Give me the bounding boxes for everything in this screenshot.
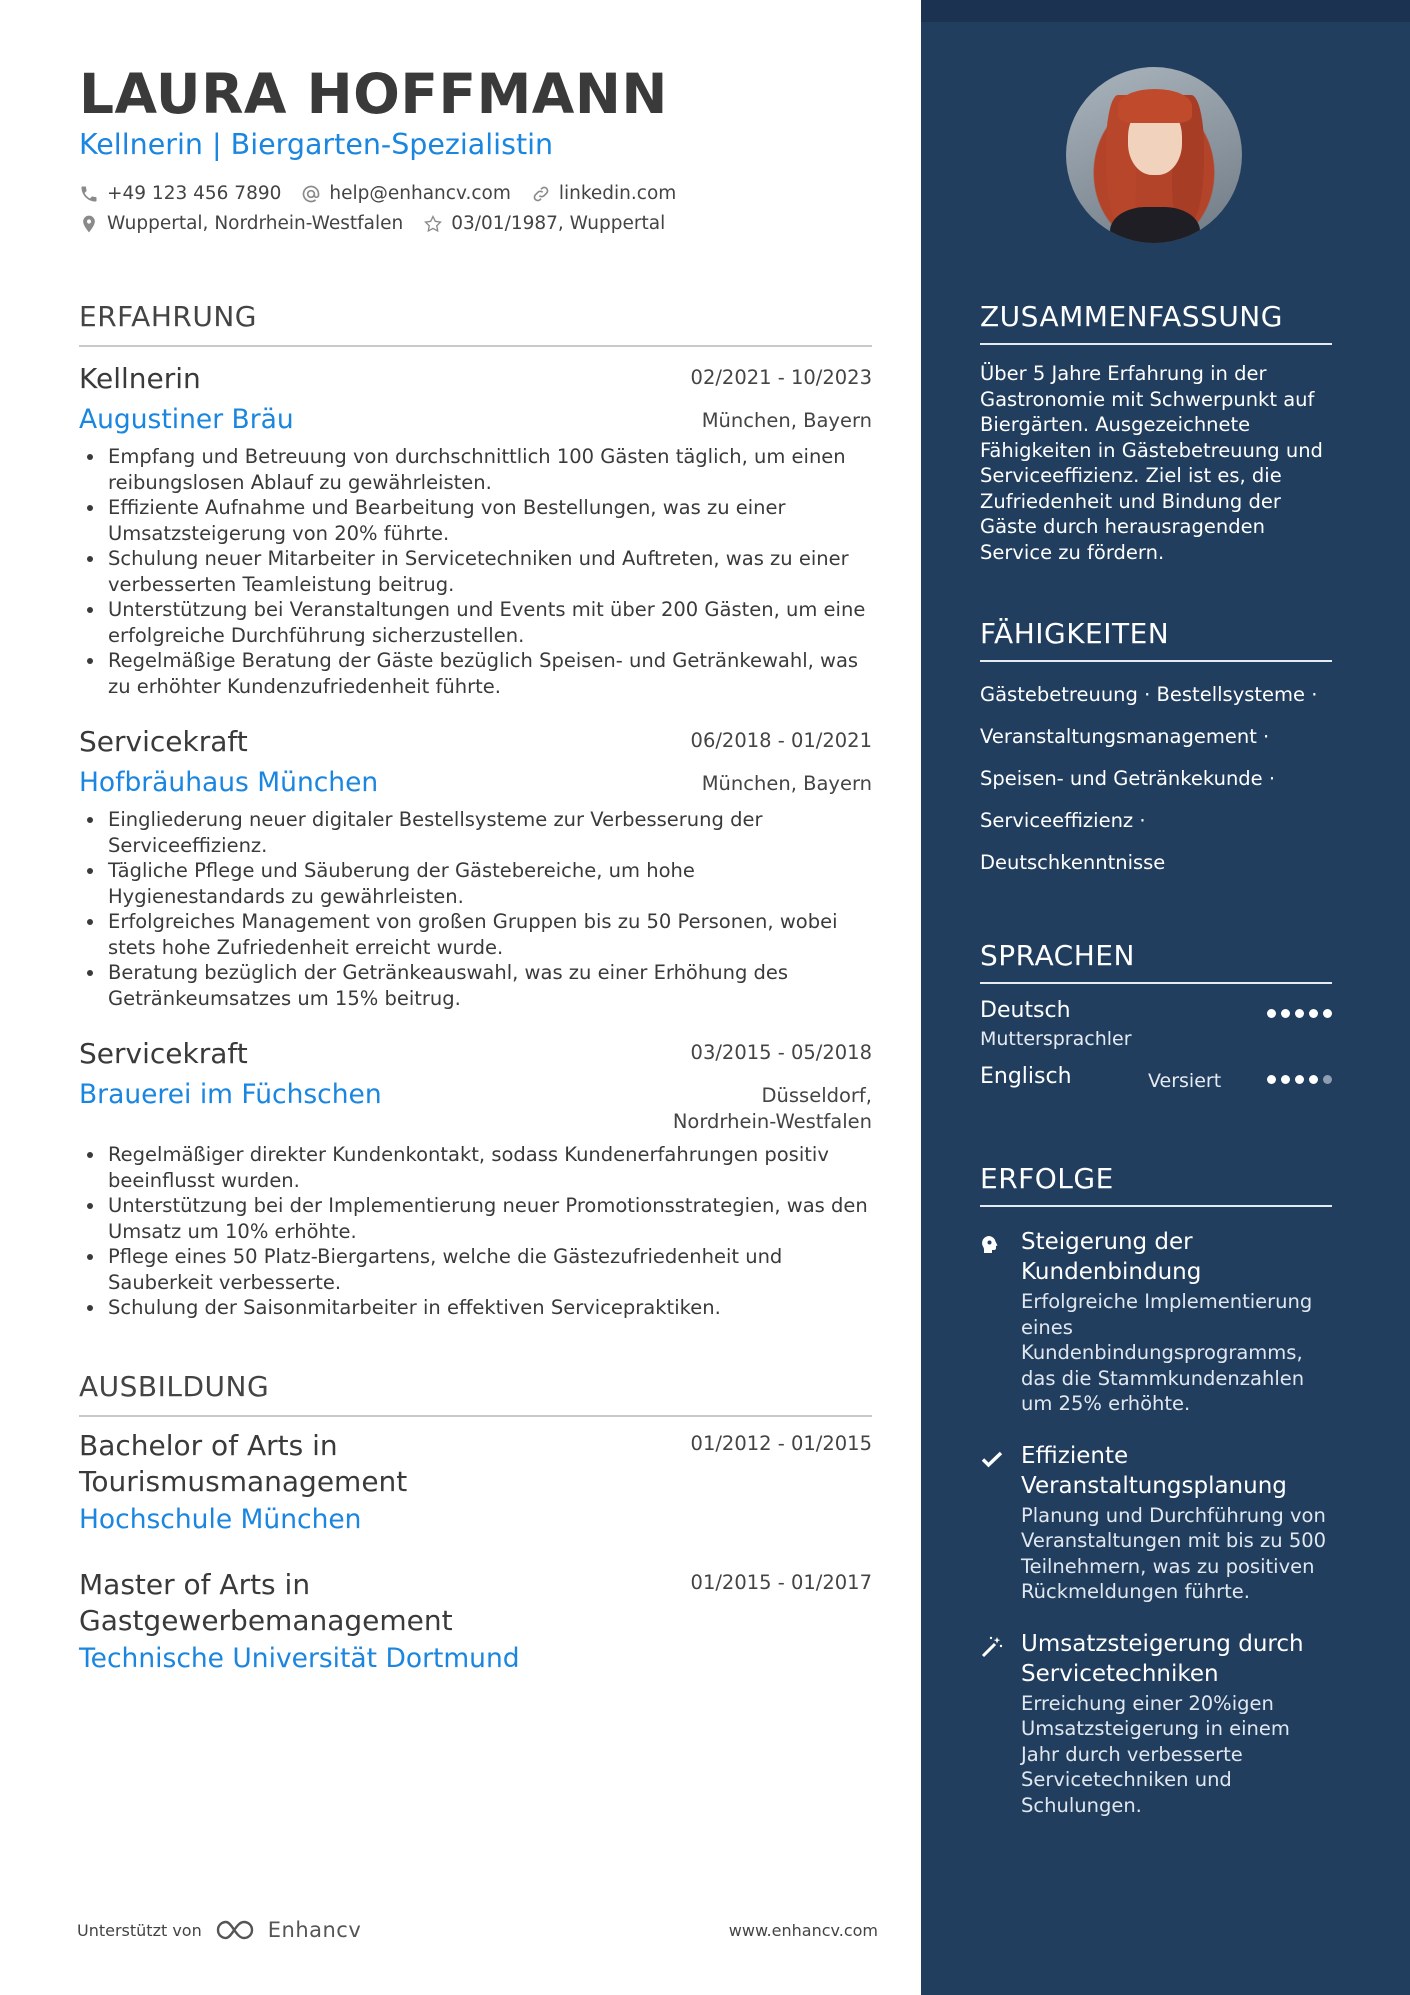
email-text: help@enhancv.com (329, 183, 511, 204)
contact-phone (79, 183, 281, 204)
education-dates: 01/2012 - 01/2015 (690, 1432, 872, 1455)
degree-line: Gastgewerbemanagement (79, 1604, 453, 1637)
rating-dot (1309, 1009, 1318, 1018)
job-location (673, 1083, 872, 1134)
language-row (980, 1064, 1332, 1130)
summary-title: ZUSAMMENFASSUNG (980, 300, 1332, 345)
summary-section (980, 300, 1332, 565)
job-title: Kellnerin (79, 362, 201, 395)
skill-line: Gästebetreuung · Bestellsysteme · (980, 683, 1318, 706)
bullet-item: Tägliche Pflege und Säuberung der Gästebereiche, um hohe Hygienestandards zu gewährleisten. (79, 858, 872, 909)
language-rating (1267, 1009, 1332, 1018)
education-section-title: AUSBILDUNG (79, 1370, 872, 1417)
skills-section (980, 617, 1332, 884)
footer-branding (77, 1918, 361, 1942)
job-dates: 02/2021 - 10/2023 (690, 366, 872, 389)
contact-birth (423, 213, 665, 234)
job-title: Servicekraft (79, 1037, 248, 1070)
degree-line: Tourismusmanagement (79, 1465, 408, 1498)
sidebar (921, 0, 1410, 1995)
bullet-item: Effiziente Aufnahme und Bearbeitung von Bestellungen, was zu einer Umsatzsteigerung von 20% führte. (79, 495, 872, 546)
job-dates: 03/2015 - 05/2018 (690, 1041, 872, 1064)
skill-line: Deutschkenntnisse (980, 851, 1166, 874)
rating-dot (1281, 1075, 1290, 1084)
job-bullets (79, 444, 872, 699)
bullet-item: Schulung neuer Mitarbeiter in Servicetechniken und Auftreten, was zu einer verbesserten Teamleistung beitrug. (79, 546, 872, 597)
job-entry (79, 362, 872, 699)
enhancv-logo-icon (214, 1918, 260, 1942)
bullet-item: Regelmäßiger direkter Kundenkontakt, sodass Kundenerfahrungen positiv beeinflusst wurden. (79, 1142, 872, 1193)
bullet-item: Empfang und Betreuung von durchschnittlich 100 Gästen täglich, um einen reibungslosen Ablauf zu gewährleisten. (79, 444, 872, 495)
enhancv-logo[interactable] (214, 1918, 362, 1942)
skill-line: Veranstaltungsmanagement · (980, 725, 1270, 748)
school-name: Hochschule München (79, 1504, 362, 1535)
achievement-item (980, 1227, 1332, 1417)
achievements-title: ERFOLGE (980, 1162, 1332, 1207)
phone-icon (79, 184, 99, 204)
bullet-item: Erfolgreiches Management von großen Gruppen bis zu 50 Personen, wobei stets hohe Zufriedenheit erreicht wurde. (79, 909, 872, 960)
language-rating (1267, 1075, 1332, 1084)
achievements-section (980, 1162, 1332, 1818)
contact-row-2 (79, 213, 685, 234)
job-title: Servicekraft (79, 725, 248, 758)
candidate-name: LAURA HOFFMANN (79, 62, 668, 126)
bullet-item: Beratung bezüglich der Getränkeauswahl, was zu einer Erhöhung des Getränkeumsatzes um 15% beitrug. (79, 960, 872, 1011)
candidate-subtitle: Kellnerin | Biergarten-Spezialistin (79, 128, 554, 161)
job-entry (79, 725, 872, 1011)
language-name: Deutsch (980, 998, 1071, 1023)
contact-location (79, 213, 403, 234)
job-location: München, Bayern (701, 409, 872, 432)
skill-line: Speisen- und Getränkekunde · (980, 767, 1276, 790)
degree-title (79, 1567, 499, 1639)
check-icon (980, 1447, 1004, 1471)
language-level: Versiert (1148, 1070, 1222, 1092)
bullet-item: Pflege eines 50 Platz-Biergartens, welche die Gästezufriedenheit und Sauberkeit verbesserte. (79, 1244, 872, 1295)
job-bullets (79, 807, 872, 1011)
location-text: Wuppertal, Nordrhein-Westfalen (107, 213, 404, 234)
magic-wand-icon (980, 1635, 1004, 1659)
degree-line: Master of Arts in (79, 1568, 311, 1601)
phone-text: +49 123 456 7890 (107, 183, 282, 204)
achievement-item (980, 1441, 1332, 1605)
profile-photo (1066, 67, 1242, 243)
languages-title: SPRACHEN (980, 939, 1332, 984)
bullet-item: Unterstützung bei Veranstaltungen und Events mit über 200 Gästen, um eine erfolgreiche Durchführung sicherzustellen. (79, 597, 872, 648)
footer-url[interactable]: www.enhancv.com (728, 1921, 878, 1940)
powered-by-text: Unterstützt von (77, 1920, 202, 1940)
rating-dot (1323, 1009, 1332, 1018)
brand-text: Enhancv (267, 1918, 362, 1942)
contact-linkedin[interactable] (531, 183, 676, 204)
degree-line: Bachelor of Arts in (79, 1429, 338, 1462)
skill-line: Serviceeffizienz · (980, 809, 1146, 832)
education-entry (79, 1567, 872, 1674)
company-name: Hofbräuhaus München (79, 767, 379, 798)
company-name: Augustiner Bräu (79, 404, 294, 435)
rating-dot (1267, 1009, 1276, 1018)
rating-dot (1267, 1075, 1276, 1084)
achievement-desc: Planung und Durchführung von Veranstaltungen mit bis zu 500 Teilnehmern, was zu positiven Rückmeldungen führte. (1021, 1503, 1327, 1603)
sidebar-top-bar (921, 0, 1410, 22)
education-entry (79, 1428, 872, 1535)
company-name: Brauerei im Füchschen (79, 1079, 382, 1110)
job-location: München, Bayern (701, 772, 872, 795)
language-row (980, 998, 1332, 1064)
bullet-item: Eingliederung neuer digitaler Bestellsysteme zur Verbesserung der Serviceeffizienz. (79, 807, 872, 858)
at-icon (301, 184, 321, 204)
bullet-item: Schulung der Saisonmitarbeiter in effektiven Servicepraktiken. (79, 1295, 872, 1321)
experience-section-title: ERFAHRUNG (79, 300, 872, 347)
rating-dot (1295, 1075, 1304, 1084)
job-dates: 06/2018 - 01/2021 (690, 729, 872, 752)
birth-text: 03/01/1987, Wuppertal (451, 213, 666, 234)
linkedin-text: linkedin.com (558, 183, 677, 204)
school-name: Technische Universität Dortmund (79, 1643, 520, 1674)
brain-icon (980, 1233, 1004, 1257)
skills-title: FÄHIGKEITEN (980, 617, 1332, 662)
degree-title (79, 1428, 499, 1500)
star-icon (423, 214, 443, 234)
link-icon (531, 184, 551, 204)
job-entry (79, 1037, 872, 1321)
job-location-line: Nordrhein-Westfalen (672, 1109, 872, 1133)
summary-text: Über 5 Jahre Erfahrung in der Gastronomie mit Schwerpunkt auf Biergärten. Ausgezeichnete Fähigkeiten in Gästebetreuung und Serviceeffizienz. Ziel ist es, die Zufriedenheit und Bindung der Gäste durch herausragenden Service zu fördern. (980, 362, 1323, 564)
rating-dot (1323, 1075, 1332, 1084)
contact-email[interactable] (301, 183, 510, 204)
rating-dot (1281, 1009, 1290, 1018)
contact-row-1 (79, 183, 696, 204)
bullet-item: Regelmäßige Beratung der Gäste bezüglich Speisen- und Getränkewahl, was zu erhöhter Kundenzufriedenheit führte. (79, 648, 872, 699)
achievement-item (980, 1629, 1332, 1819)
job-bullets (79, 1142, 872, 1321)
rating-dot (1309, 1075, 1318, 1084)
job-location-line: Düsseldorf, (761, 1084, 872, 1107)
achievement-title: Steigerung der Kundenbindung (1021, 1229, 1202, 1285)
achievement-title: Effiziente Veranstaltungsplanung (1021, 1442, 1287, 1499)
skills-list (980, 674, 1332, 884)
achievement-desc: Erfolgreiche Implementierung eines Kundenbindungsprogramms, das die Stammkundenzahlen um 25% erhöhte. (1021, 1290, 1313, 1415)
languages-section (980, 939, 1332, 1130)
education-dates: 01/2015 - 01/2017 (690, 1571, 872, 1594)
rating-dot (1295, 1009, 1304, 1018)
achievement-title: Umsatzsteigerung durch Servicetechniken (1021, 1630, 1304, 1687)
achievement-desc: Erreichung einer 20%igen Umsatzsteigerung in einem Jahr durch verbesserte Servicetechniken und Schulungen. (1021, 1691, 1290, 1817)
language-name: Englisch (980, 1064, 1072, 1089)
bullet-item: Unterstützung bei der Implementierung neuer Promotionsstrategien, was den Umsatz um 10% erhöhte. (79, 1193, 872, 1244)
language-level: Muttersprachler (980, 1028, 1132, 1050)
location-pin-icon (79, 214, 99, 234)
